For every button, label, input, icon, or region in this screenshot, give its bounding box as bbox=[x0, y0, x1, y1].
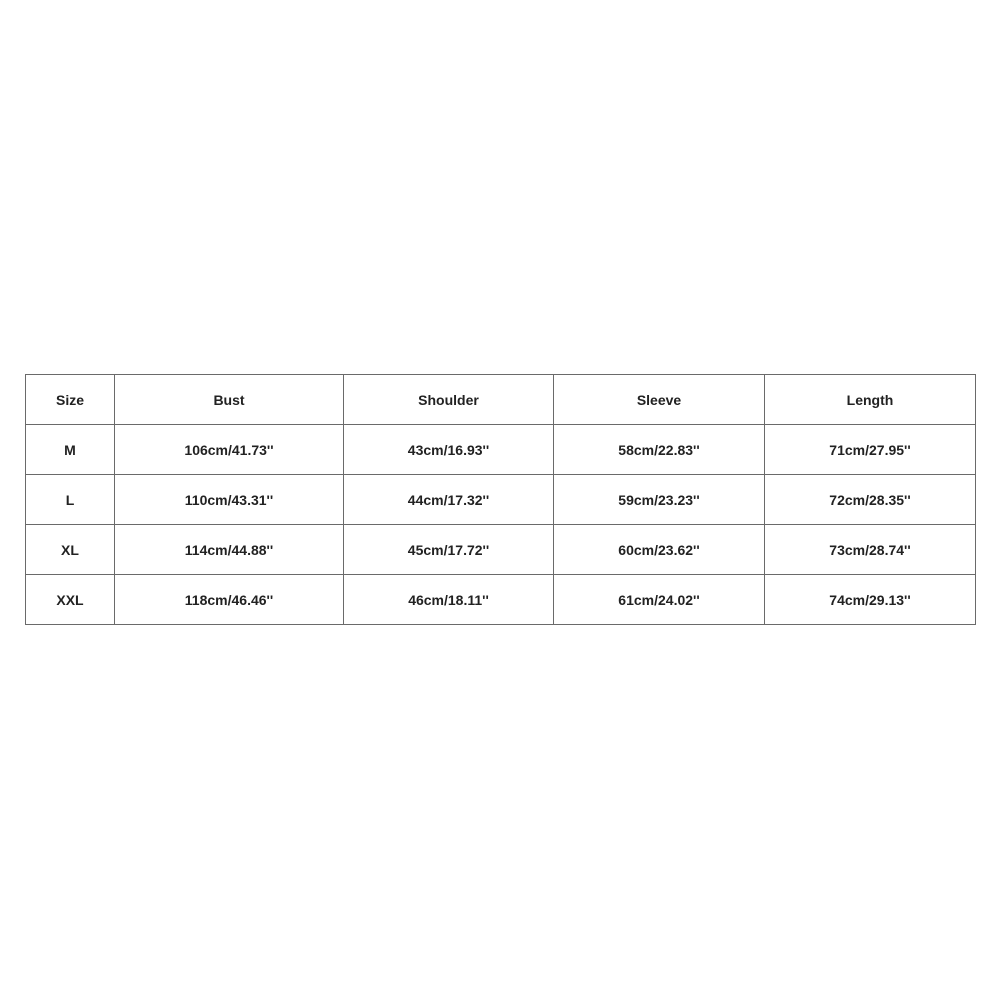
table-row bbox=[26, 425, 976, 475]
bust-cell: 110cm/43.31'' bbox=[115, 475, 344, 525]
table-row bbox=[26, 525, 976, 575]
shoulder-cell: 46cm/18.11'' bbox=[344, 575, 554, 625]
length-cell: 73cm/28.74'' bbox=[765, 525, 976, 575]
table-row bbox=[26, 575, 976, 625]
length-cell: 72cm/28.35'' bbox=[765, 475, 976, 525]
sleeve-cell: 61cm/24.02'' bbox=[554, 575, 765, 625]
size-cell: L bbox=[26, 475, 115, 525]
table-row bbox=[26, 475, 976, 525]
length-cell: 71cm/27.95'' bbox=[765, 425, 976, 475]
bust-cell: 118cm/46.46'' bbox=[115, 575, 344, 625]
header-row bbox=[26, 375, 976, 425]
sleeve-cell: 60cm/23.62'' bbox=[554, 525, 765, 575]
shoulder-cell: 44cm/17.32'' bbox=[344, 475, 554, 525]
size-cell: XXL bbox=[26, 575, 115, 625]
size-cell: XL bbox=[26, 525, 115, 575]
shoulder-cell: 45cm/17.72'' bbox=[344, 525, 554, 575]
size-cell: M bbox=[26, 425, 115, 475]
sleeve-cell: 59cm/23.23'' bbox=[554, 475, 765, 525]
header-bust: Bust bbox=[115, 375, 344, 425]
shoulder-cell: 43cm/16.93'' bbox=[344, 425, 554, 475]
header-length: Length bbox=[765, 375, 976, 425]
size-chart-table bbox=[25, 374, 976, 625]
sleeve-cell: 58cm/22.83'' bbox=[554, 425, 765, 475]
length-cell: 74cm/29.13'' bbox=[765, 575, 976, 625]
bust-cell: 106cm/41.73'' bbox=[115, 425, 344, 475]
header-sleeve: Sleeve bbox=[554, 375, 765, 425]
header-shoulder: Shoulder bbox=[344, 375, 554, 425]
header-size: Size bbox=[26, 375, 115, 425]
bust-cell: 114cm/44.88'' bbox=[115, 525, 344, 575]
